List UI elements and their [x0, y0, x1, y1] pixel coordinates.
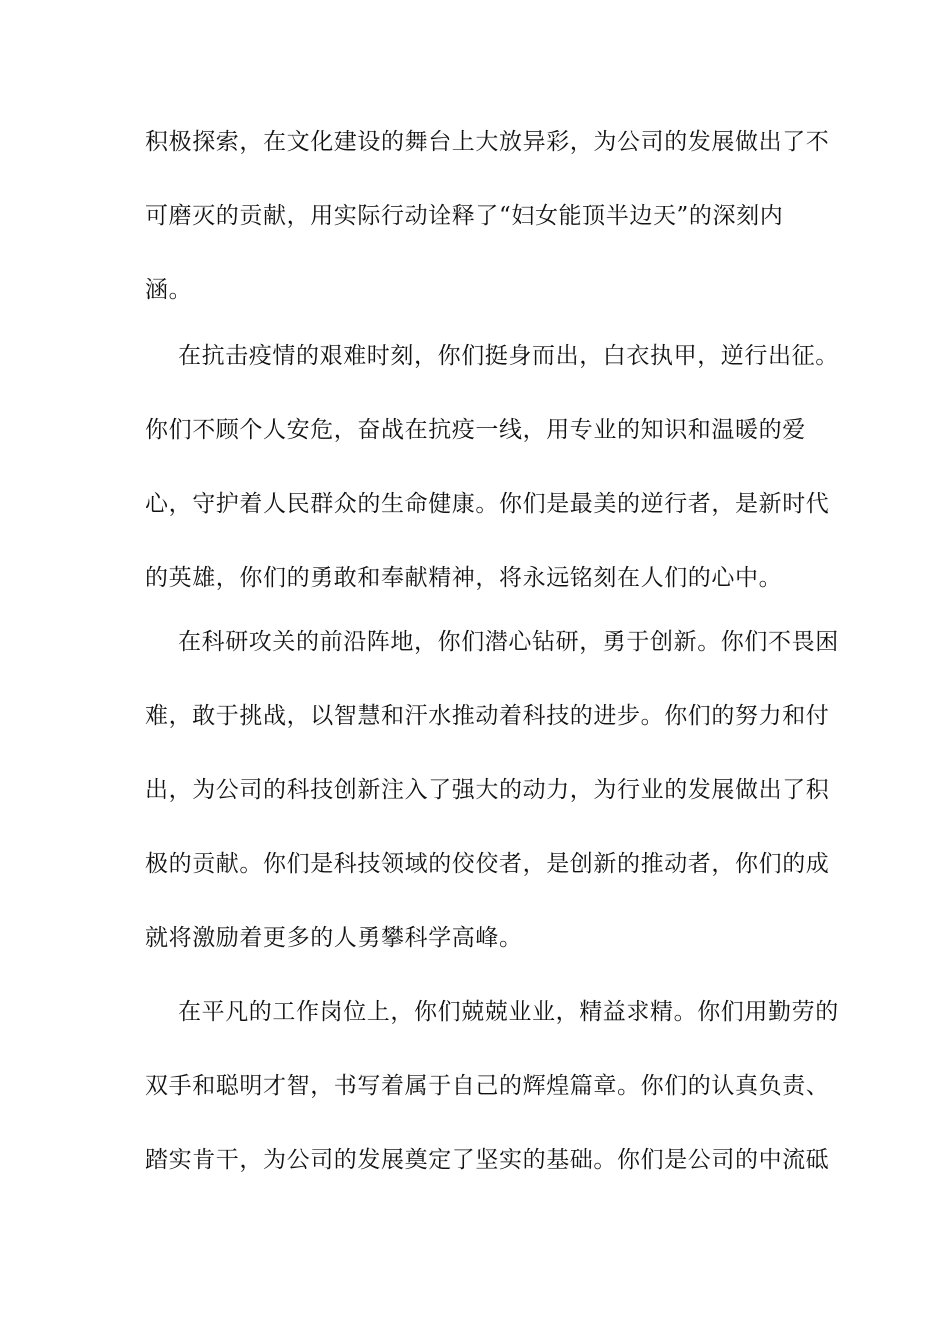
text-line: 出，为公司的科技创新注入了强大的动力，为行业的发展做出了积	[145, 777, 830, 803]
text-line: 你们不顾个人安危，奋战在抗疫一线，用专业的知识和温暖的爱	[145, 417, 806, 443]
paragraph-first-line: 在抗击疫情的艰难时刻，你们挺身而出，白衣执甲，逆行出征。	[178, 343, 839, 369]
text-line: 涵。	[145, 277, 193, 303]
text-line: 可磨灭的贡献，用实际行动诠释了“妇女能顶半边天”的深刻内	[145, 203, 784, 229]
text-line: 的英雄，你们的勇敢和奉献精神，将永远铭刻在人们的心中。	[145, 565, 783, 591]
text-line: 难，敢于挑战，以智慧和汗水推动着科技的进步。你们的努力和付	[145, 703, 830, 729]
text-line: 双手和聪明才智，书写着属于自己的辉煌篇章。你们的认真负责、	[145, 1073, 830, 1099]
text-line: 积极探索，在文化建设的舞台上大放异彩，为公司的发展做出了不	[145, 129, 830, 155]
text-line: 心，守护着人民群众的生命健康。你们是最美的逆行者，是新时代	[145, 491, 830, 517]
text-line: 就将激励着更多的人勇攀科学高峰。	[145, 925, 523, 951]
paragraph-first-line: 在平凡的工作岗位上，你们兢兢业业，精益求精。你们用勤劳的	[178, 999, 839, 1025]
paragraph-first-line: 在科研攻关的前沿阵地，你们潜心钻研，勇于创新。你们不畏困	[178, 629, 839, 655]
text-line: 极的贡献。你们是科技领域的佼佼者，是创新的推动者，你们的成	[145, 851, 830, 877]
text-line: 踏实肯干，为公司的发展奠定了坚实的基础。你们是公司的中流砥	[145, 1147, 830, 1173]
